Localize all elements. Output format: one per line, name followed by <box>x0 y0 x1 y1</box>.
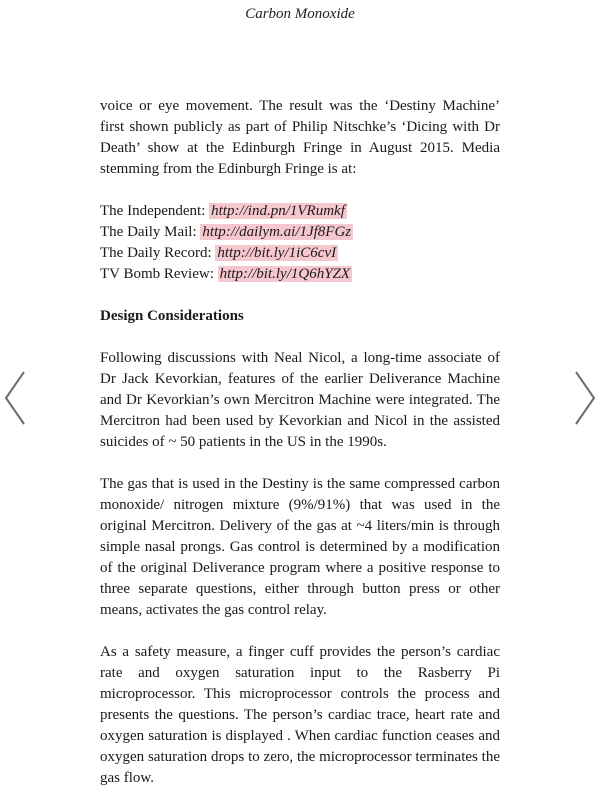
body-paragraph: Following discussions with Neal Nicol, a long-time associate of Dr Jack Kevorkian, features of the earlier Deliverance Machine and Dr Kevorkian’s own Mercitron Machine were integrated. The Mercitron had been used by Kevorkian and Nicol in the assisted suicides of ~ 50 patients in the US in the 1990s. <box>100 350 500 450</box>
media-link[interactable]: http://bit.ly/1iC6cvI <box>217 245 337 261</box>
media-link[interactable]: http://dailym.ai/1Jf8FGz <box>202 224 352 240</box>
media-source-label: The Independent: <box>100 203 206 219</box>
body-paragraph: As a safety measure, a finger cuff provides the person’s cardiac rate and oxygen saturation input to the Rasberry Pi microprocessor. This microprocessor controls the process and presents the questions. The person’s cardiac trace, heart rate and oxygen saturation is displayed . When cardiac function ceases and oxygen saturation drops to zero, the microprocessor terminates the gas flow. <box>100 644 500 786</box>
media-link-row <box>100 243 500 264</box>
running-header: Carbon Monoxide <box>245 6 355 22</box>
page-body <box>100 96 500 789</box>
chevron-right-icon <box>574 370 596 426</box>
previous-page-button[interactable] <box>4 370 26 426</box>
section-heading: Design Considerations <box>100 308 244 324</box>
media-source-label: The Daily Mail: <box>100 224 197 240</box>
media-source-label: TV Bomb Review: <box>100 266 214 282</box>
body-paragraph: The gas that is used in the Destiny is the same compressed carbon monoxide/ nitrogen mixture (9%/91%) that was used in the original Mercitron. Delivery of the gas at ~4 liters/min is through simple nasal prongs. Gas control is determined by a modification of the original Deliverance program where a positive response to three separate questions, either through button press or other means, activates the gas control relay. <box>100 476 500 618</box>
media-link-row <box>100 201 500 222</box>
next-page-button[interactable] <box>574 370 596 426</box>
media-link-row <box>100 222 500 243</box>
intro-paragraph: voice or eye movement. The result was the ‘Destiny Machine’ first shown publicly as part of Philip Nitschke’s ‘Dicing with Dr Death’ show at the Edinburgh Fringe in August 2015. Media stemming from the Edinburgh Fringe is at: <box>100 98 500 177</box>
chevron-left-icon <box>4 370 26 426</box>
media-link[interactable]: http://bit.ly/1Q6hYZX <box>219 266 351 282</box>
media-source-label: The Daily Record: <box>100 245 212 261</box>
media-link-row <box>100 264 500 285</box>
media-link[interactable]: http://ind.pn/1VRumkf <box>211 203 345 219</box>
media-links-list <box>100 201 500 285</box>
